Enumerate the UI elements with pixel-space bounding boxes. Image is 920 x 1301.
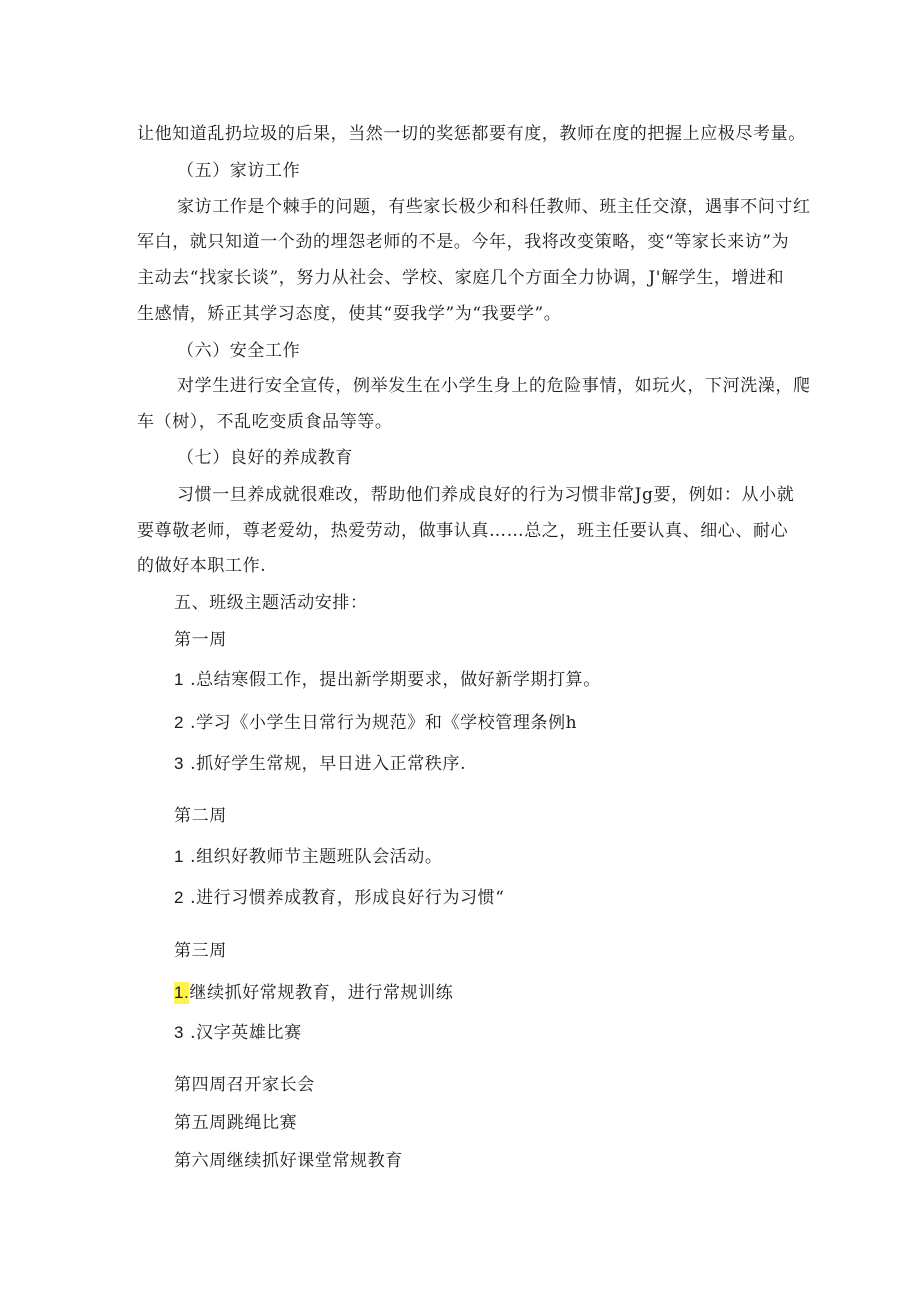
week-title: 第二周 [174,806,227,826]
list-item-text: 继续抓好常规教育，进行常规训练 [189,983,454,1003]
list-item-text: .汉字英雄比赛 [184,1023,302,1043]
week-entry: 第六周继续抓好课堂常规教育 [174,1151,403,1171]
paragraph-line: 军白，就只知道一个劲的埋怨老师的不是。今年，我将改变策略，变“等家长来访”为 [137,232,790,252]
list-item-text: .学习《小学生日常行为规范》和《学校管理条例h [184,713,578,733]
list-item [174,887,505,909]
paragraph-line: 让他知道乱扔垃圾的后果，当然一切的奖惩都要有度，教师在度的把握上应极尽考量。 [137,124,806,144]
list-item [174,846,442,868]
list-item-text: .进行习惯养成教育，形成良好行为习惯“ [184,888,505,908]
week-title: 第一周 [174,630,227,650]
week-title: 第三周 [174,941,227,961]
list-item-text: .总结寒假工作，提出新学期要求，做好新学期打算。 [184,670,601,690]
paragraph-line: 要尊敬老师，尊老爱幼，热爱劳动，做事认真……总之，班主任要认真、细心、耐心 [137,521,789,541]
paragraph-line: 车（树），不乱吃变质食品等等。 [137,412,393,432]
list-item-number: 3 [174,1023,185,1042]
list-item-number: 1 [174,670,185,689]
list-item [174,1022,302,1044]
paragraph-line: 对学生进行安全宣传，例举发生在小学生身上的危险事情，如玩火，下河洗澡，爬 [177,376,811,396]
list-item [174,753,466,775]
paragraph-line: 的做好本职工作. [137,556,267,576]
section-heading-habits: （七）良好的养成教育 [177,448,353,468]
section-heading-safety: （六）安全工作 [177,341,301,361]
list-item-number: 3 [174,754,185,773]
paragraph-line: 家访工作是个棘手的问题，有些家长极少和科任教师、班主任交潦，遇事不问寸红 [177,197,811,217]
paragraph-line: 主动去“找家长谈”，努力从社会、学校、家庭几个方面全力协调，J'解学生，增进和 [137,268,785,288]
list-item-text: .抓好学生常规，早日进入正常秩序. [184,754,467,774]
section-heading-home-visit: （五）家访工作 [177,161,301,181]
week-entry: 第四周召开家长会 [174,1075,315,1095]
paragraph-line: 习惯一旦养成就很难改，帮助他们养成良好的行为习惯非常Jg要，例如：从小就 [177,485,795,505]
list-item-number: 2 [174,888,185,907]
part-heading-class-activities: 五、班级主题活动安排： [174,593,368,613]
week-entry: 第五周跳绳比赛 [174,1113,298,1133]
list-item-number: 1 [174,847,185,866]
list-item [174,982,453,1004]
list-item-number: 2 [174,713,185,732]
list-item [174,669,601,691]
list-item-text: .组织好教师节主题班队会活动。 [184,847,443,867]
list-item-number-highlighted: 1. [174,983,190,1002]
paragraph-line: 生感情，矫正其学习态度，使其“耍我学”为“我要学”。 [137,304,562,324]
list-item [174,712,577,734]
